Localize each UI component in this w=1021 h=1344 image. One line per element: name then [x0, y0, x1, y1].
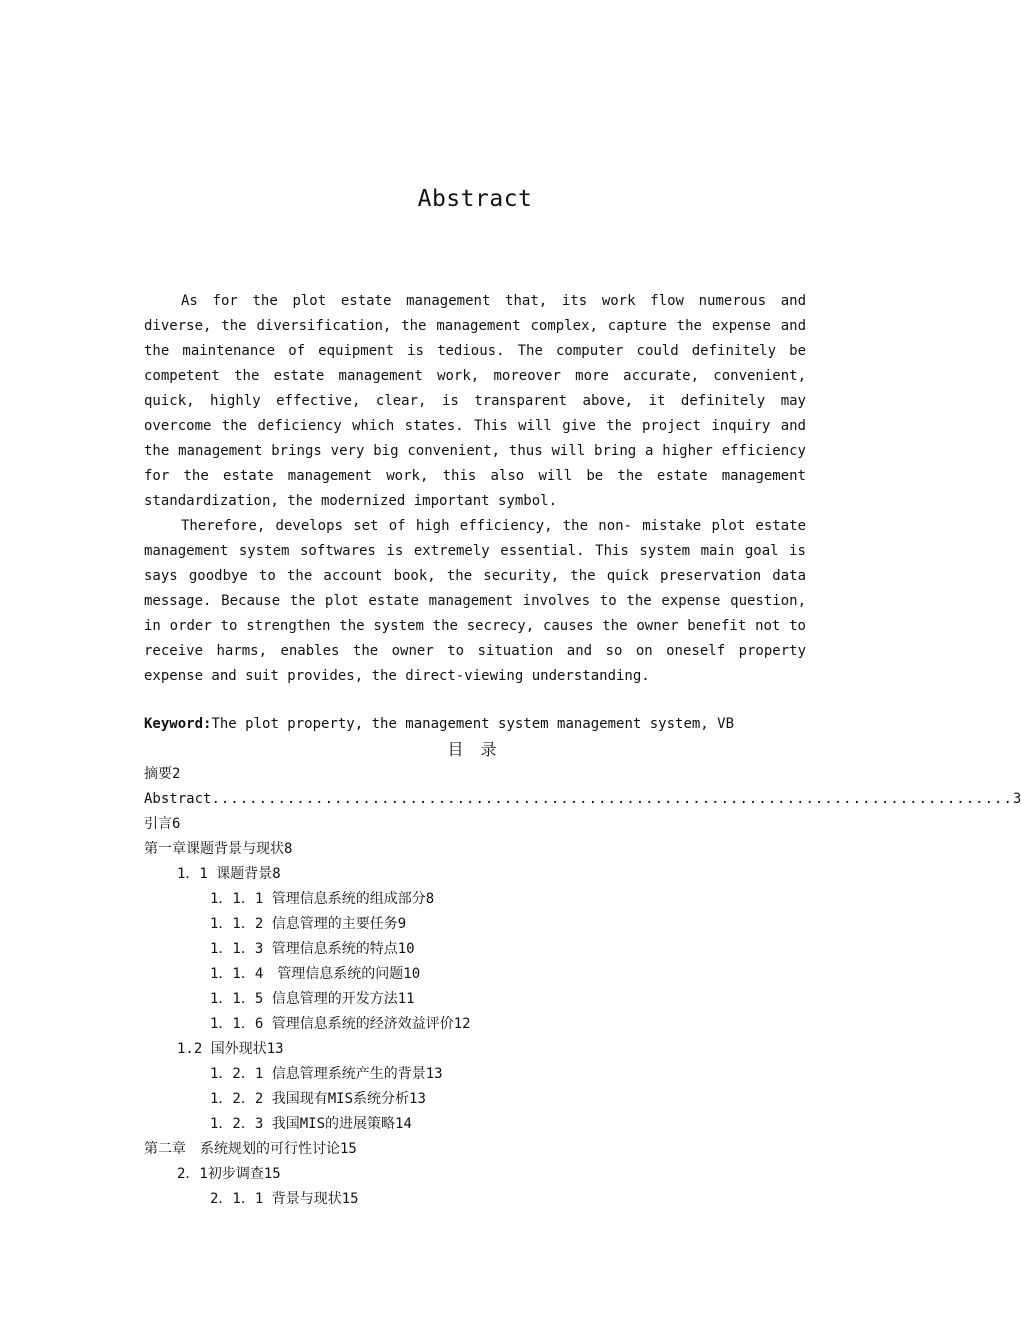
abstract-paragraph-1: As for the plot estate management that, its work flow numerous and diverse, the diversification, the management complex, capture the expense and the maintenance of equipment is tedious. The computer could definitely be competent the estate management work, moreover more accurate, convenient, quick, highly effective, clear, is transparent above, it definitely may overcome the deficiency which states. This will give the project inquiry and the management brings very big convenient, thus will bring a higher efficiency for the estate management work, this also will be the estate management standardization, the modernized important symbol. [144, 293, 806, 509]
toc-entry-label: 第二章 系统规划的可行性讨论 [144, 1141, 340, 1157]
toc-entry[interactable] [144, 837, 806, 862]
toc-entry-label: 摘要 [144, 766, 172, 782]
keyword-label: Keyword: [144, 716, 212, 732]
toc-entry-label: 1．1．3 管理信息系统的特点 [210, 941, 398, 957]
toc-entry-page: 8 [272, 866, 281, 882]
toc-entry-page: 15 [263, 1166, 281, 1182]
toc-entry[interactable] [144, 912, 806, 937]
toc-entry-page: 13 [266, 1041, 284, 1057]
toc-entry-label: 1．2．2 我国现有MIS系统分析 [210, 1091, 410, 1107]
toc-entry[interactable] [144, 1162, 806, 1187]
toc-title: 目 录 [447, 740, 503, 759]
toc-entry[interactable] [144, 787, 1021, 812]
toc-entry-label: 1．1．2 信息管理的主要任务 [210, 916, 398, 932]
toc-entry[interactable] [144, 1187, 806, 1212]
toc-entry-label: 1．1．4 管理信息系统的问题 [210, 966, 404, 982]
toc-entry-label: 1．1．6 管理信息系统的经济效益评价 [210, 1016, 454, 1032]
toc-entry-page: 12 [453, 1016, 471, 1032]
toc-entry-label: 1．1．5 信息管理的开发方法 [210, 991, 398, 1007]
toc-entry[interactable] [144, 1087, 806, 1112]
toc-entry-page: 2 [172, 766, 181, 782]
toc-entry[interactable] [144, 1137, 806, 1162]
toc-entry-page: 6 [172, 816, 181, 832]
toc-entry[interactable] [144, 1037, 806, 1062]
toc-entry[interactable] [144, 1062, 806, 1087]
toc-entry-page: 15 [341, 1191, 359, 1207]
keyword-text: The plot property, the management system management system, VB [211, 716, 735, 732]
toc-entry-label: 1．2．1 信息管理系统产生的背景 [210, 1066, 426, 1082]
toc-entry-page: 15 [340, 1141, 357, 1157]
toc-entry-page: 11 [397, 991, 415, 1007]
toc-entry[interactable] [144, 937, 806, 962]
toc-entry-page: 8 [425, 891, 435, 907]
toc-entry-page: 10 [397, 941, 415, 957]
table-of-contents [144, 762, 1021, 1212]
toc-entry[interactable] [144, 1112, 806, 1137]
toc-entry[interactable] [144, 1012, 806, 1037]
toc-entry-label: 1．1．1 管理信息系统的组成部分 [210, 891, 426, 907]
toc-entry[interactable] [144, 987, 806, 1012]
toc-entry-page: 9 [397, 916, 407, 932]
toc-entry[interactable] [144, 962, 806, 987]
toc-entry-label: 1．2．3 我国MIS的进展策略 [210, 1116, 396, 1132]
toc-entry[interactable] [144, 812, 806, 837]
toc-entry-label: 2．1．1 背景与现状 [210, 1191, 342, 1207]
toc-entry-page: 13 [409, 1091, 426, 1107]
toc-entry-page: 8 [284, 841, 293, 857]
toc-entry-page: 3 [1012, 791, 1021, 807]
toc-entry-label: 第一章课题背景与现状 [144, 841, 284, 857]
abstract-paragraph-2: Therefore, develops set of high efficiency, the non- mistake plot estate management system softwares is extremely essential. This system main goal is says goodbye to the account book, the security, the quick preservation data message. Because the plot estate management involves to the expense question, in order to strengthen the system the secrecy, causes the owner benefit not to receive harms, enables the owner to situation and so on oneself property expense and suit provides, the direct-viewing understanding. [144, 518, 806, 684]
toc-entry-label: 引言 [144, 816, 172, 832]
toc-entry-page: 13 [425, 1066, 443, 1082]
toc-entry-label: Abstract [144, 791, 212, 807]
toc-dot-leader: ..................................................................................... [211, 791, 1013, 807]
toc-entry-label: 1.2 国外现状 [177, 1041, 267, 1057]
keyword-line [144, 712, 844, 737]
toc-entry-page: 10 [403, 966, 421, 982]
toc-entry[interactable] [144, 862, 806, 887]
abstract-heading: Abstract [417, 186, 533, 212]
toc-entry-label: 1．1 课题背景 [177, 866, 273, 882]
toc-entry-page: 14 [395, 1116, 412, 1132]
toc-entry[interactable] [144, 887, 806, 912]
toc-entry[interactable] [144, 762, 806, 787]
toc-entry-label: 2．1初步调查 [177, 1166, 264, 1182]
abstract-body [144, 289, 806, 689]
